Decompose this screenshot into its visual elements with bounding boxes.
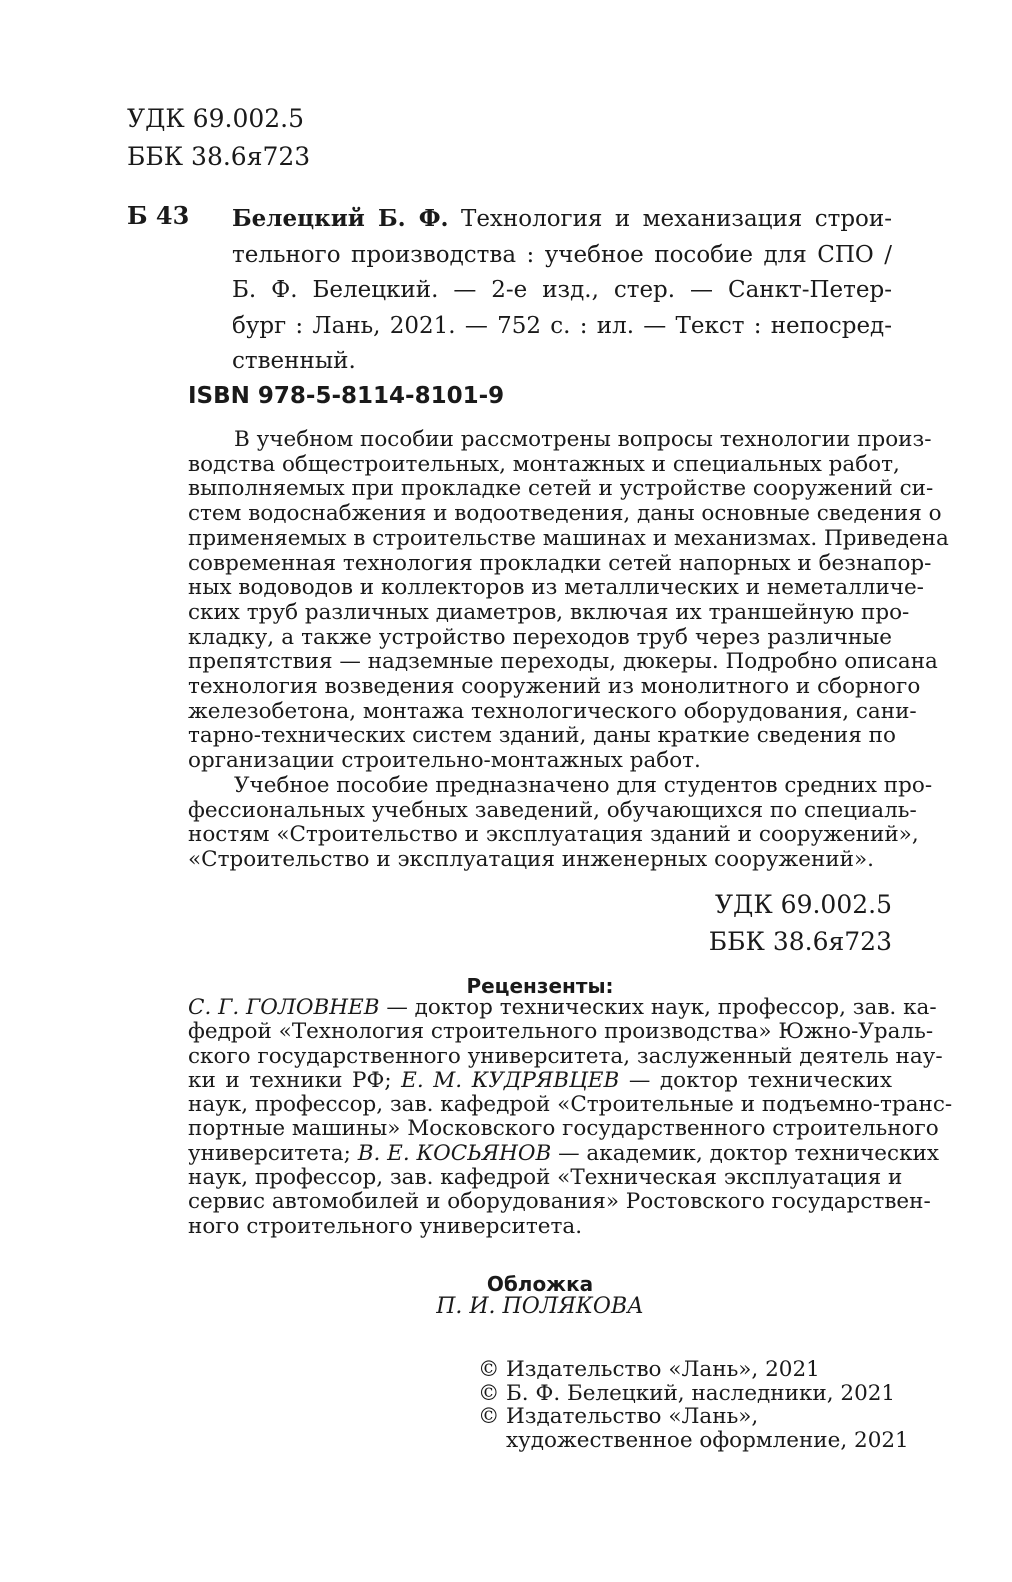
reviewer-line: ского государственного университета, заслуженный деятель нау-: [188, 1043, 943, 1069]
copyright-icon: ©: [478, 1404, 500, 1429]
bib-line: Б. Ф. Белецкий. — 2-е изд., стер. — Санкт-Петер-: [232, 277, 892, 303]
reviewer-line: ного строительного университета.: [188, 1213, 583, 1239]
udk-code: УДК 69.002.5: [714, 890, 892, 919]
annotation-line: «Строительство и эксплуатация инженерных сооружений».: [188, 846, 874, 872]
cover-designer: П. И. ПОЛЯКОВА: [436, 1294, 644, 1319]
reviewer-name: Е. М. КУДРЯВЦЕВ: [401, 1067, 620, 1093]
reviewer-desc: ки и техники РФ;: [188, 1067, 402, 1093]
bib-title-start: Технология и механизация строи-: [460, 206, 892, 232]
copyright-icon: ©: [478, 1380, 500, 1406]
annotation-line: современная технология прокладки сетей напорных и безнапор-: [188, 550, 932, 576]
copyright-line: [478, 1382, 909, 1406]
annotation-line: ностям «Строительство и эксплуатация зданий и сооружений»,: [188, 822, 919, 848]
copyright-line: [478, 1358, 909, 1382]
annotation-line: В учебном пособии рассмотрены вопросы технологии произ-: [234, 427, 932, 452]
reviewer-name: В. Е. КОСЬЯНОВ: [357, 1140, 552, 1166]
bib-author: Белецкий Б. Ф.: [232, 205, 449, 232]
copyright-text: Б. Ф. Белецкий, наследники, 2021: [506, 1380, 896, 1406]
annotation-line: технология возведения сооружений из монолитного и сборного: [188, 674, 921, 700]
reviewer-line: [188, 995, 937, 1020]
reviewer-desc: университета;: [188, 1140, 358, 1166]
copyright-block: [478, 1358, 909, 1452]
reviewer-line: [188, 1069, 892, 1093]
annotation-line: выполняемых при прокладке сетей и устройстве сооружений си-: [188, 476, 934, 502]
bibliographic-record: [232, 201, 892, 380]
bbk-code: ББК 38.6я723: [708, 927, 892, 956]
reviewer-line: [188, 1140, 939, 1166]
annotation-line: Учебное пособие предназначено для студентов средних про-: [234, 772, 933, 798]
udk-code: УДК 69.002.5: [127, 104, 305, 133]
annotation-line: ных водоводов и коллекторов из металлических и неметалличе-: [188, 575, 924, 601]
annotation-line: организации строительно-монтажных работ.: [188, 748, 701, 774]
bbk-code: ББК 38.6я723: [127, 142, 311, 171]
reviewer-line: наук, профессор, зав. кафедрой «Строительные и подъемно-транс-: [188, 1092, 953, 1118]
copyright-text: Издательство «Лань», 2021: [506, 1357, 820, 1382]
udk-footer-block: [709, 886, 892, 960]
udk-header-block: [127, 100, 310, 176]
reviewer-name: С. Г. ГОЛОВНЕВ: [188, 995, 380, 1020]
annotation-line: фессиональных учебных заведений, обучающихся по специаль-: [188, 797, 917, 823]
reviewers-text: [188, 995, 953, 1239]
reviewers-heading: Рецензенты:: [466, 974, 614, 998]
copyright-text: Издательство «Лань»,: [506, 1404, 759, 1429]
annotation-line: применяемых в строительстве машинах и механизмах. Приведена: [188, 525, 949, 551]
copyright-icon: ©: [478, 1357, 500, 1382]
annotation-line: водства общестроительных, монтажных и специальных работ,: [188, 451, 900, 477]
cover-heading: Обложка: [486, 1272, 594, 1296]
reviewer-line: портные машины» Московского государственного строительного: [188, 1116, 939, 1142]
copyright-line: художественное оформление, 2021: [506, 1427, 909, 1453]
annotation-line: железобетона, монтажа технологического оборудования, сани-: [188, 698, 917, 724]
bib-line: ственный.: [232, 348, 356, 374]
reviewer-line: наук, профессор, зав. кафедрой «Техническая эксплуатация и: [188, 1165, 903, 1191]
reviewer-desc: — доктор технических наук, профессор, зав. ка-: [379, 995, 937, 1020]
isbn: ISBN 978-5-8114-8101-9: [188, 383, 505, 409]
bib-line: [232, 201, 892, 238]
reviewer-line: федрой «Технология строительного производства» Южно-Ураль-: [188, 1019, 934, 1045]
author-mark: Б 43: [127, 201, 190, 230]
reviewer-line: сервис автомобилей и оборудования» Ростовского государствен-: [188, 1189, 931, 1215]
annotation: [188, 427, 949, 873]
bib-line: тельного производства : учебное пособие для СПО /: [232, 241, 892, 268]
annotation-line: препятствия — надземные переходы, дюкеры. Подробно описана: [188, 649, 938, 675]
reviewer-desc: — доктор технических: [619, 1067, 892, 1093]
annotation-line: кладку, а также устройство переходов труб через различные: [188, 624, 892, 650]
copyright-line: [478, 1405, 909, 1429]
annotation-line: стем водоснабжения и водоотведения, даны основные сведения о: [188, 501, 942, 527]
annotation-line: ских труб различных диаметров, включая их траншейную про-: [188, 599, 910, 625]
annotation-line: тарно-технических систем зданий, даны краткие сведения по: [188, 723, 896, 749]
reviewer-desc: — академик, доктор технических: [551, 1140, 939, 1166]
bib-line: бург : Лань, 2021. — 752 с. : ил. — Текст : непосред-: [232, 312, 892, 339]
